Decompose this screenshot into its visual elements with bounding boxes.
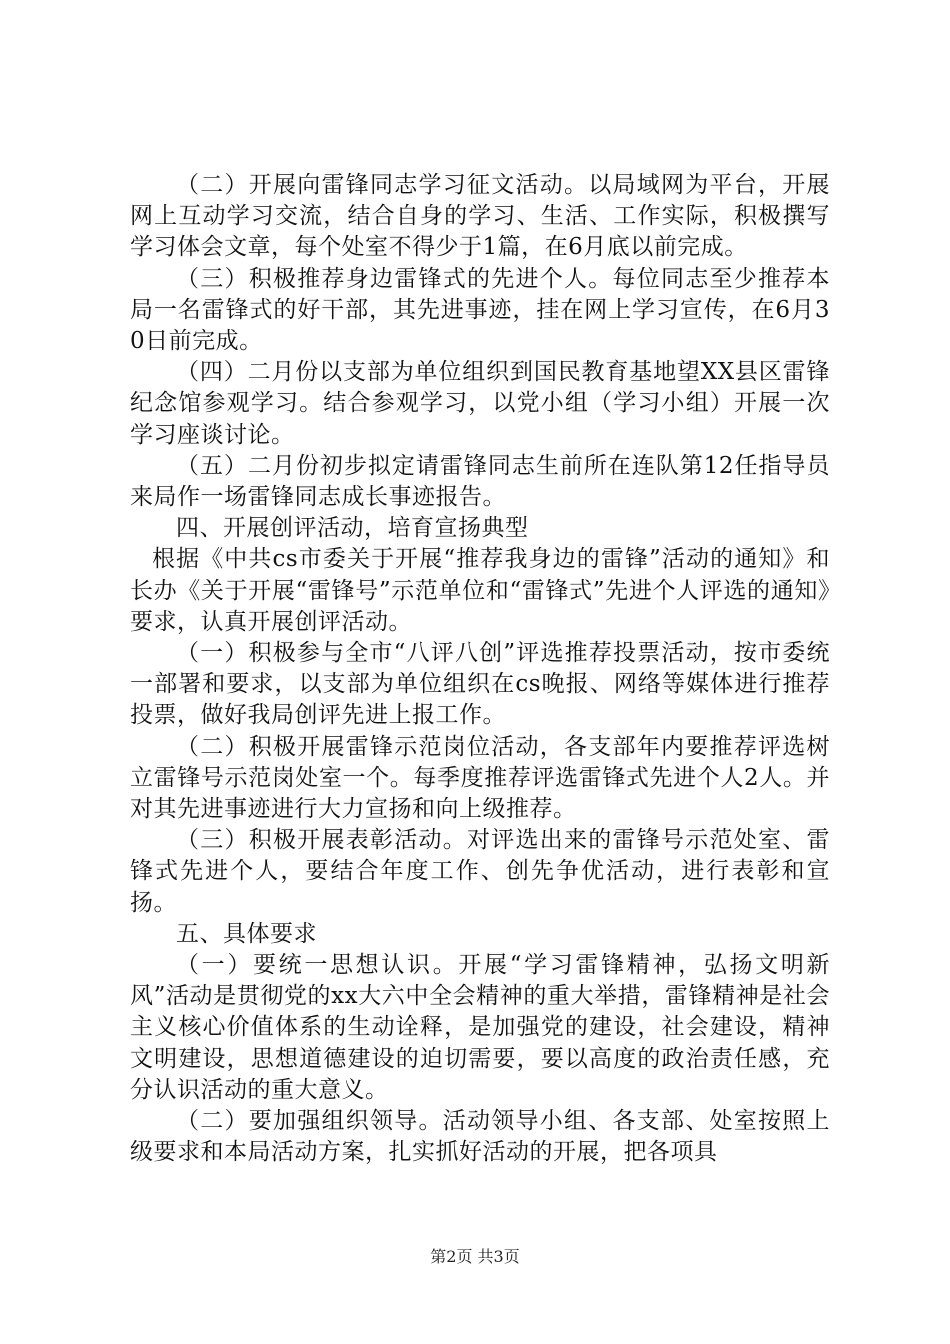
paragraph-basis-notice: 根据《中共cs市委关于开展“推荐我身边的雷锋”活动的通知》和长办《关于开展“雷锋号”示范单位和“雷锋式”先进个人评选的通知》要求，认真开展创评活动。: [130, 546, 830, 635]
page-number-footer: 第2页 共3页: [430, 1247, 520, 1266]
section-heading-five: 五、具体要求: [176, 920, 317, 947]
paragraph-recommend-individual: （三）积极推荐身边雷锋式的先进个人。每位同志至少推荐本局一名雷锋式的好干部，其先进事迹，挂在网上学习宣传，在6月30日前完成。: [130, 265, 830, 355]
document-body: [130, 170, 830, 1169]
paragraph-model-post: （二）积极开展雷锋示范岗位活动，各支部年内要推荐评选树立雷锋号示范岗处室一个。每季度推荐评选雷锋式先进个人2人。并对其先进事迹进行大力宣扬和向上级推荐。: [130, 733, 830, 823]
paragraph-unify-thinking: （一）要统一思想认识。开展“学习雷锋精神，弘扬文明新风”活动是贯彻党的xx大六中全会精神的重大举措，雷锋精神是社会主义核心价值体系的生动诠释，是加强党的建设，社会建设，精神文明建设，思想道德建设的迫切需要，要以高度的政治责任感，充分认识活动的重大意义。: [130, 952, 830, 1103]
paragraph-memorial-visit: （四）二月份以支部为单位组织到国民教育基地望XX县区雷锋纪念馆参观学习。结合参观学习，以党小组（学习小组）开展一次学习座谈讨论。: [130, 359, 830, 448]
paragraph-instructor-report: （五）二月份初步拟定请雷锋同志生前所在连队第12任指导员来局作一场雷锋同志成长事迹报告。: [130, 452, 830, 511]
paragraph-essay-activity: （二）开展向雷锋同志学习征文活动。以局域网为平台，开展网上互动学习交流，结合自身的学习、生活、工作实际，积极撰写学习体会文章，每个处室不得少于1篇，在6月底以前完成。: [130, 172, 830, 261]
paragraph-organization-leadership: （二）要加强组织领导。活动领导小组、各支部、处室按照上级要求和本局活动方案，扎实抓好活动的开展，把各项具: [130, 1108, 830, 1166]
paragraph-city-voting: （一）积极参与全市“八评八创”评选推荐投票活动，按市委统一部署和要求，以支部为单位组织在cs晚报、网络等媒体进行推荐投票，做好我局创评先进上报工作。: [130, 640, 830, 729]
section-heading-four: 四、开展创评活动，培育宣扬典型: [176, 515, 529, 542]
paragraph-commendation: （三）积极开展表彰活动。对评选出来的雷锋号示范处室、雷锋式先进个人，要结合年度工作、创先争优活动，进行表彰和宣扬。: [130, 827, 830, 916]
